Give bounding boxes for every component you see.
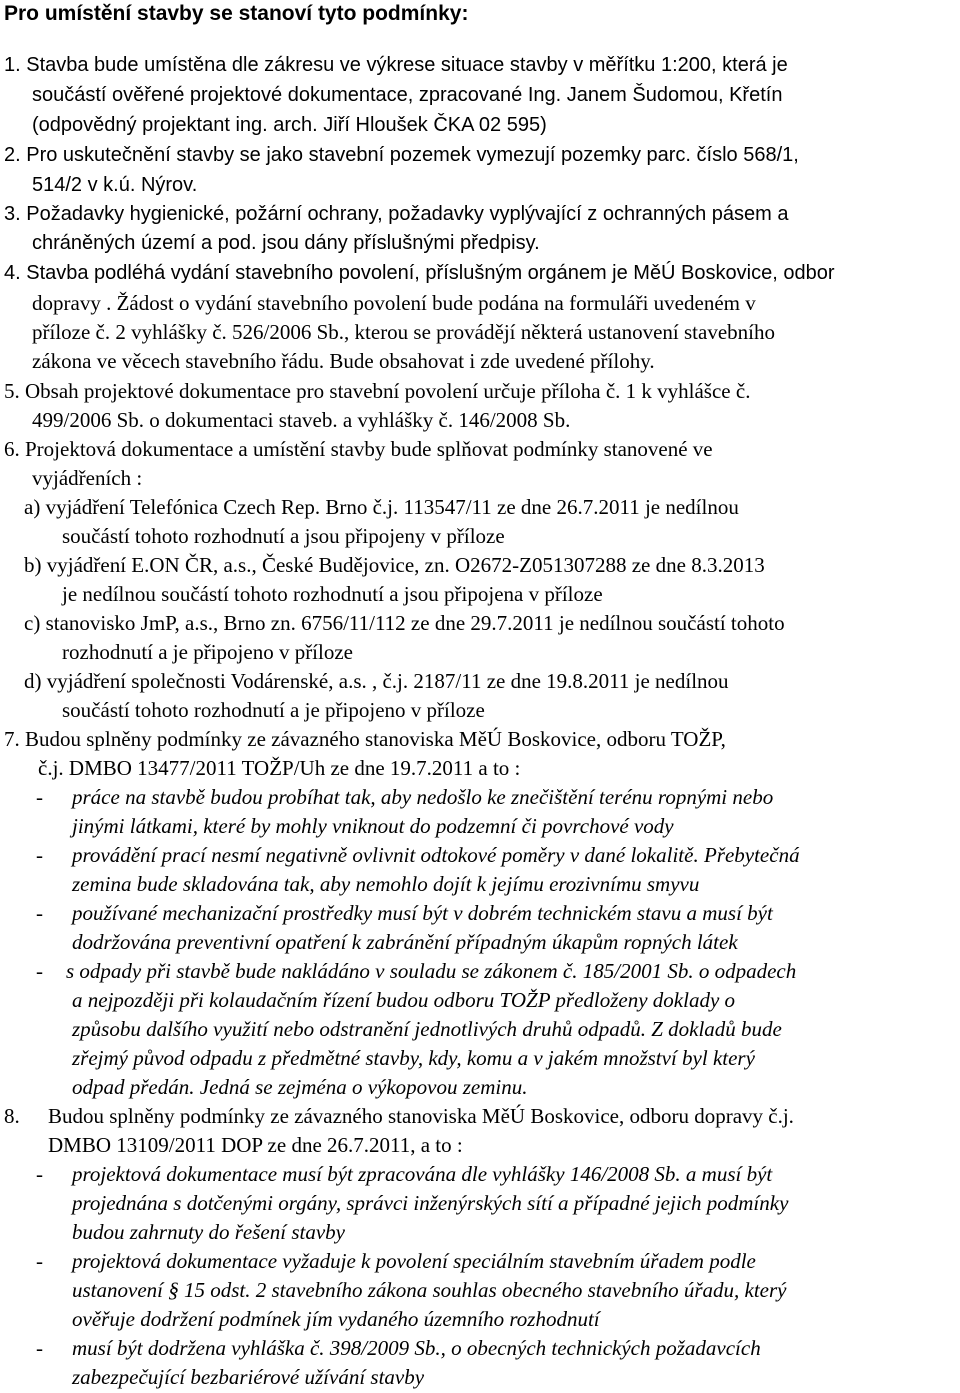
text-line: 2. Pro uskutečnění stavby se jako stavební pozemek vymezují pozemky parc. číslo 568/1, [4,144,799,166]
text-line: ověřuje dodržení podmínek jím vydaného územního rozhodnutí [72,1307,600,1331]
text-line: ustanovení § 15 odst. 2 stavebního zákona souhlas obecného stavebního úřadu, který [72,1278,787,1302]
text-line: 514/2 v k.ú. Nýrov. [32,174,198,196]
text-line: provádění prací nesmí negativně ovlivnit odtokové poměry v dané lokalitě. Přebytečná [72,843,800,867]
text-line: d) vyjádření společnosti Vodárenské, a.s. , č.j. 2187/11 ze dne 19.8.2011 je nedílnou [24,669,729,693]
text-line: součástí tohoto rozhodnutí a je připojeno v příloze [62,698,485,722]
text-line: 3. Požadavky hygienické, požární ochrany, požadavky vyplývající z ochranných pásem a [4,203,789,225]
text-line: zemina bude skladována tak, aby nemohlo dojít k jejímu erozivnímu smyvu [72,872,700,896]
text-line: 8. [4,1104,20,1128]
text-line: musí být dodržena vyhláška č. 398/2009 Sb., o obecných technických požadavcích [72,1336,761,1360]
text-line: Budou splněny podmínky ze závazného stanoviska MěÚ Boskovice, odboru dopravy č.j. [48,1104,794,1128]
bullet-dash: - [36,843,43,867]
text-line: projektová dokumentace vyžaduje k povolení speciálním stavebním úřadem podle [72,1249,756,1273]
text-line: chráněných území a pod. jsou dány příslušnými předpisy. [32,232,540,254]
text-line: odpad předán. Jedná se zejména o výkopovou zeminu. [72,1075,528,1099]
bullet-dash: - [36,1162,43,1186]
bullet-dash: - [36,1336,43,1360]
text-line: zabezpečující bezbariérové užívání stavby [72,1365,425,1389]
bullet-dash: - [36,785,43,809]
text-line: součástí ověřené projektové dokumentace, zpracované Ing. Janem Šudomou, Křetín [32,84,783,106]
text-line: 1. Stavba bude umístěna dle zákresu ve výkrese situace stavby v měřítku 1:200, která je [4,54,788,76]
text-line: 6. Projektová dokumentace a umístění stavby bude splňovat podmínky stanovené ve [4,437,713,461]
page-title: Pro umístění stavby se stanoví tyto podmínky: [4,2,469,25]
text-line: a nejpozději při kolaudačním řízení budou odboru TOŽP předloženy doklady o [72,988,736,1012]
text-line: a) vyjádření Telefónica Czech Rep. Brno č.j. 113547/11 ze dne 26.7.2011 je nedílnou [24,495,739,519]
text-line: vyjádřeních : [32,466,143,490]
bullet-dash: - [36,1249,43,1273]
text-line: b) vyjádření E.ON ČR, a.s., České Budějovice, zn. O2672-Z051307288 ze dne 8.3.2013 [24,553,765,577]
text-line: s odpady při stavbě bude nakládáno v souladu se zákonem č. 185/2001 Sb. o odpadech [66,959,797,983]
text-line: projednána s dotčenými orgány, správci inženýrských sítí a případné jejich podmínky [72,1191,789,1215]
text-line: součástí tohoto rozhodnutí a jsou připojeny v příloze [62,524,505,548]
text-line: příloze č. 2 vyhlášky č. 526/2006 Sb., kterou se provádějí některá ustanovení stavebního [32,320,775,344]
text-line: projektová dokumentace musí být zpracována dle vyhlášky 146/2008 Sb. a musí být [72,1162,773,1186]
bullet-dash: - [36,901,43,925]
text-line: (odpovědný projektant ing. arch. Jiří Hloušek ČKA 02 595) [32,114,547,136]
text-line: DMBO 13109/2011 DOP ze dne 26.7.2011, a to : [48,1133,463,1157]
text-line: je nedílnou součástí tohoto rozhodnutí a jsou připojena v příloze [62,582,603,606]
text-line: budou zahrnuty do řešení stavby [72,1220,345,1244]
text-line: způsobu dalšího využití nebo odstranění jednotlivých druhů odpadů. Z dokladů bude [72,1017,782,1041]
text-line: 499/2006 Sb. o dokumentaci staveb. a vyhlášky č. 146/2008 Sb. [32,408,571,432]
text-line: č.j. DMBO 13477/2011 TOŽP/Uh ze dne 19.7.2011 a to : [38,756,521,780]
text-line: 7. Budou splněny podmínky ze závazného stanoviska MěÚ Boskovice, odboru TOŽP, [4,727,726,751]
text-line: zřejmý původ odpadu z předmětné stavby, kdy, komu a v jakém množství byl který [72,1046,755,1070]
text-line: dopravy . Žádost o vydání stavebního povolení bude podána na formuláři uvedeném v [32,291,756,315]
text-line: používané mechanizační prostředky musí být v dobrém technickém stavu a musí být [72,901,773,925]
text-line: jinými látkami, které by mohly vniknout do podzemní či povrchové vody [72,814,674,838]
text-line: 4. Stavba podléhá vydání stavebního povolení, příslušným orgánem je MěÚ Boskovice, odbor [4,262,835,284]
text-line: zákona ve věcech stavebního řádu. Bude obsahovat i zde uvedené přílohy. [32,349,655,373]
text-line: dodržována preventivní opatření k zabránění případným úkapům ropných látek [72,930,738,954]
text-line: rozhodnutí a je připojeno v příloze [62,640,353,664]
bullet-dash: - [36,959,43,983]
text-line: c) stanovisko JmP, a.s., Brno zn. 6756/11/112 ze dne 29.7.2011 je nedílnou součástí tohoto [24,611,785,635]
text-line: práce na stavbě budou probíhat tak, aby nedošlo ke znečištění terénu ropnými nebo [72,785,774,809]
text-line: 5. Obsah projektové dokumentace pro stavební povolení určuje příloha č. 1 k vyhlášce č. [4,379,751,403]
